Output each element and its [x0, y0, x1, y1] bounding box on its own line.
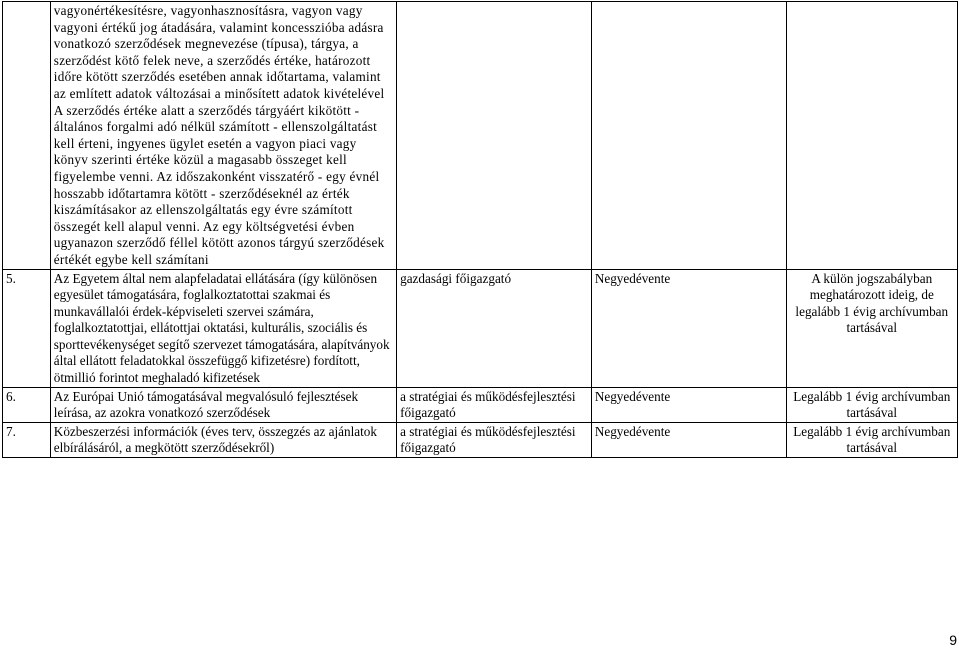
document-table: [2, 1, 958, 458]
table-row: [3, 387, 958, 422]
row-frequency: Negyedévente: [591, 269, 786, 387]
row-frequency: Negyedévente: [591, 422, 786, 457]
row-responsible: a stratégiai és működésfejlesztési főigazgató: [397, 387, 592, 422]
row-retention: Legalább 1 évig archívumban tartásával: [786, 422, 957, 457]
row-retention: A külön jogszabályban meghatározott ideig, de legalább 1 évig archívumban tartásával: [786, 269, 957, 387]
row-description: Az Egyetem által nem alapfeladatai ellátására (így különösen egyesület támogatására, foglalkoztatottai szakmai és munkavállalói érdek-képviseleti szervei számára, foglalkoztatottjai, ellátottjai oktatási, kulturális, szociális és sporttevékenységet segítő szervezet támogatására, alapítványok által ellátott feladatokkal összefüggő kifizetésre) fordított, ötmillió forintot meghaladó kifizetések: [50, 269, 396, 387]
table-row: [3, 422, 958, 457]
page-number: 9: [949, 632, 957, 648]
responsible-cell: [397, 2, 592, 270]
table-row: [3, 2, 958, 270]
retention-cell: [786, 2, 957, 270]
row-responsible: a stratégiai és működésfejlesztési főigazgató: [397, 422, 592, 457]
row-number-cell: [3, 2, 51, 270]
row-frequency: Negyedévente: [591, 387, 786, 422]
frequency-cell: [591, 2, 786, 270]
row-description: Az Európai Unió támogatásával megvalósuló fejlesztések leírása, az azokra vonatkozó szerződések: [50, 387, 396, 422]
row-description: Közbeszerzési információk (éves terv, összegzés az ajánlatok elbírálásáról, a megkötött szerződésekről): [50, 422, 396, 457]
table-row: [3, 269, 958, 387]
row-number: 6.: [3, 387, 51, 422]
row-responsible: gazdasági főigazgató: [397, 269, 592, 387]
row-retention: Legalább 1 évig archívumban tartásával: [786, 387, 957, 422]
row-number: 7.: [3, 422, 51, 457]
continuation-description: vagyonértékesítésre, vagyonhasznosításra, vagyon vagy vagyoni értékű jog átadására, valamint koncesszióba adásra vonatkozó szerződések megnevezése (típusa), tárgya, a szerződést kötő felek neve, a szerződés értéke, határozott időre kötött szerződés esetében annak időtartama, valamint az említett adatok változásai a minősített adatok kivételével A szerződés értéke alatt a szerződés tárgyáért kikötött - általános forgalmi adó nélkül számított - ellenszolgáltatást kell érteni, ingyenes ügylet esetén a vagyon piaci vagy könyv szerinti értéke közül a magasabb összeget kell figyelembe venni. Az időszakonként visszatérő - egy évnél hosszabb időtartamra kötött - szerződéseknél az érték kiszámításakor az ellenszolgáltatás egy évre számított összegét kell alapul venni. Az egy költségvetési évben ugyanazon szerződő féllel kötött azonos tárgyú szerződések értékét egybe kell számítani: [50, 2, 396, 270]
row-number: 5.: [3, 269, 51, 387]
